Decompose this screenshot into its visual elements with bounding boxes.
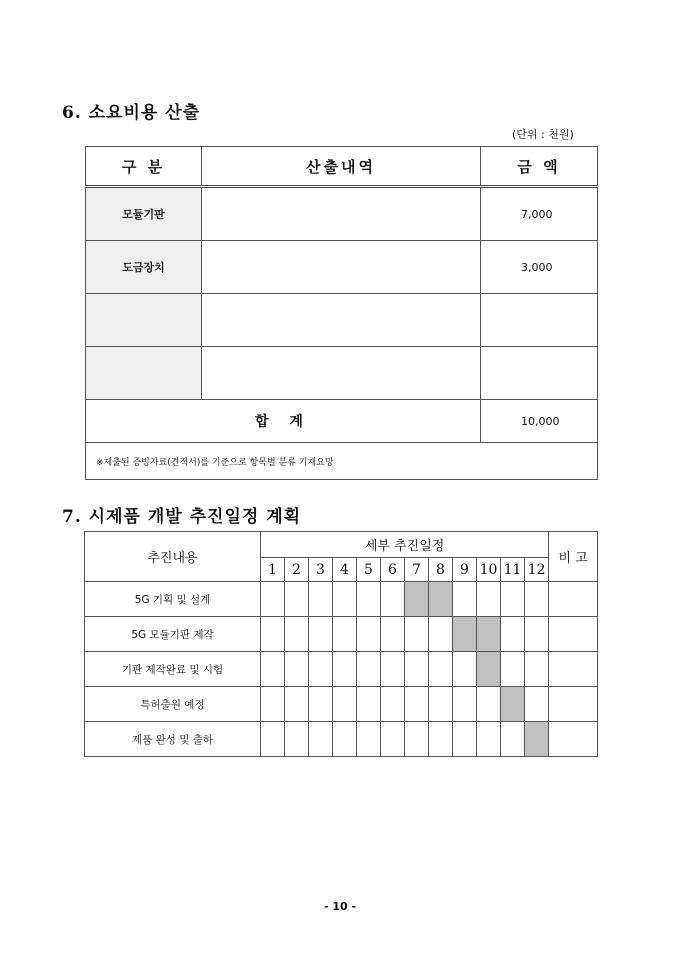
month-header: 11: [501, 558, 525, 582]
schedule-cell-active: [429, 582, 453, 617]
schedule-cell: [381, 582, 405, 617]
schedule-cell: [261, 617, 285, 652]
month-header: 12: [525, 558, 549, 582]
schedule-cell: [453, 582, 477, 617]
total-label: 합 계: [86, 400, 481, 443]
cost-table-header: [86, 147, 598, 187]
schedule-cell: [429, 652, 453, 687]
schedule-cell: [261, 722, 285, 757]
schedule-cell: [381, 687, 405, 722]
schedule-cell: [261, 652, 285, 687]
schedule-cell: [453, 652, 477, 687]
schedule-cell: [405, 687, 429, 722]
schedule-cell: [525, 617, 549, 652]
schedule-cell: [309, 582, 333, 617]
header-schedule: 세부 추진일정: [261, 532, 549, 558]
task-name: 5G 기획 및 설계: [85, 582, 261, 617]
month-header: 5: [357, 558, 381, 582]
schedule-cell: [525, 652, 549, 687]
schedule-cell: [357, 582, 381, 617]
schedule-cell: [405, 652, 429, 687]
schedule-table: [84, 531, 598, 757]
schedule-cell: [453, 687, 477, 722]
schedule-cell: [381, 652, 405, 687]
section6-title: 6. 소요비용 산출: [62, 103, 201, 123]
schedule-cell: [501, 652, 525, 687]
schedule-cell: [429, 722, 453, 757]
table-row: [86, 347, 598, 400]
task-row: [85, 687, 598, 722]
note-text: ※제출된 증빙자료(견적서)를 기준으로 항목별 분류 기재요망: [86, 443, 598, 480]
schedule-cell: [525, 687, 549, 722]
schedule-cell: [405, 617, 429, 652]
total-amount: 10,000: [481, 400, 598, 443]
schedule-cell: [501, 617, 525, 652]
row-category: [86, 347, 202, 400]
month-header: 9: [453, 558, 477, 582]
schedule-cell: [285, 722, 309, 757]
schedule-cell-active: [405, 582, 429, 617]
schedule-cell: [525, 582, 549, 617]
task-row: [85, 652, 598, 687]
schedule-cell: [357, 617, 381, 652]
total-row: [86, 400, 598, 443]
schedule-cell: [309, 722, 333, 757]
schedule-cell: [357, 722, 381, 757]
month-header: 10: [477, 558, 501, 582]
remarks-cell: [549, 582, 598, 617]
schedule-cell: [357, 687, 381, 722]
section7-title: 7. 시제품 개발 추진일정 계획: [62, 507, 302, 527]
row-details: [202, 347, 481, 400]
row-category: 도금장치: [86, 241, 202, 294]
task-name: 기판 제작완료 및 시험: [85, 652, 261, 687]
remarks-cell: [549, 722, 598, 757]
row-details: [202, 187, 481, 241]
month-header: 4: [333, 558, 357, 582]
row-amount: 3,000: [481, 241, 598, 294]
task-name: 제품 완성 및 출하: [85, 722, 261, 757]
row-amount: 7,000: [481, 187, 598, 241]
page-number: - 10 -: [323, 900, 357, 913]
schedule-header-row: [85, 532, 598, 558]
schedule-cell-active: [477, 617, 501, 652]
header-amount: 금 액: [481, 147, 598, 187]
schedule-cell-active: [453, 617, 477, 652]
row-category: 모듈기판: [86, 187, 202, 241]
row-category: [86, 294, 202, 347]
month-header: 8: [429, 558, 453, 582]
task-row: [85, 617, 598, 652]
month-header: 7: [405, 558, 429, 582]
schedule-cell: [333, 722, 357, 757]
schedule-cell: [285, 617, 309, 652]
task-row: [85, 722, 598, 757]
schedule-cell: [501, 582, 525, 617]
schedule-cell: [429, 687, 453, 722]
remarks-cell: [549, 687, 598, 722]
table-row: [86, 294, 598, 347]
row-details: [202, 241, 481, 294]
schedule-cell: [285, 687, 309, 722]
row-details: [202, 294, 481, 347]
task-row: [85, 582, 598, 617]
schedule-cell: [333, 687, 357, 722]
note-row: [86, 443, 598, 480]
schedule-cell: [333, 652, 357, 687]
schedule-cell: [429, 617, 453, 652]
schedule-cell: [381, 617, 405, 652]
header-remarks: 비 고: [549, 532, 598, 582]
schedule-cell: [381, 722, 405, 757]
schedule-cell: [405, 722, 429, 757]
schedule-cell: [357, 652, 381, 687]
schedule-cell: [285, 582, 309, 617]
schedule-cell: [477, 582, 501, 617]
schedule-cell-active: [501, 687, 525, 722]
task-name: 5G 모듈기판 제작: [85, 617, 261, 652]
header-category: 구 분: [86, 147, 202, 187]
month-header: 2: [285, 558, 309, 582]
cost-table: [85, 146, 598, 480]
header-task: 추진내용: [85, 532, 261, 582]
schedule-cell: [285, 652, 309, 687]
schedule-cell: [477, 687, 501, 722]
table-row: [86, 187, 598, 241]
task-name: 특허출원 예정: [85, 687, 261, 722]
schedule-cell: [309, 687, 333, 722]
schedule-cell: [453, 722, 477, 757]
month-header: 3: [309, 558, 333, 582]
schedule-cell: [501, 722, 525, 757]
schedule-cell: [261, 687, 285, 722]
remarks-cell: [549, 652, 598, 687]
schedule-cell: [261, 582, 285, 617]
schedule-cell-active: [525, 722, 549, 757]
row-amount: [481, 294, 598, 347]
header-details: 산출내역: [202, 147, 481, 187]
unit-label: (단위 : 천원): [512, 128, 574, 141]
remarks-cell: [549, 617, 598, 652]
row-amount: [481, 347, 598, 400]
schedule-cell: [477, 722, 501, 757]
schedule-cell: [333, 582, 357, 617]
schedule-cell-active: [477, 652, 501, 687]
schedule-cell: [309, 617, 333, 652]
month-header: 1: [261, 558, 285, 582]
schedule-cell: [333, 617, 357, 652]
month-header: 6: [381, 558, 405, 582]
table-row: [86, 241, 598, 294]
schedule-cell: [309, 652, 333, 687]
